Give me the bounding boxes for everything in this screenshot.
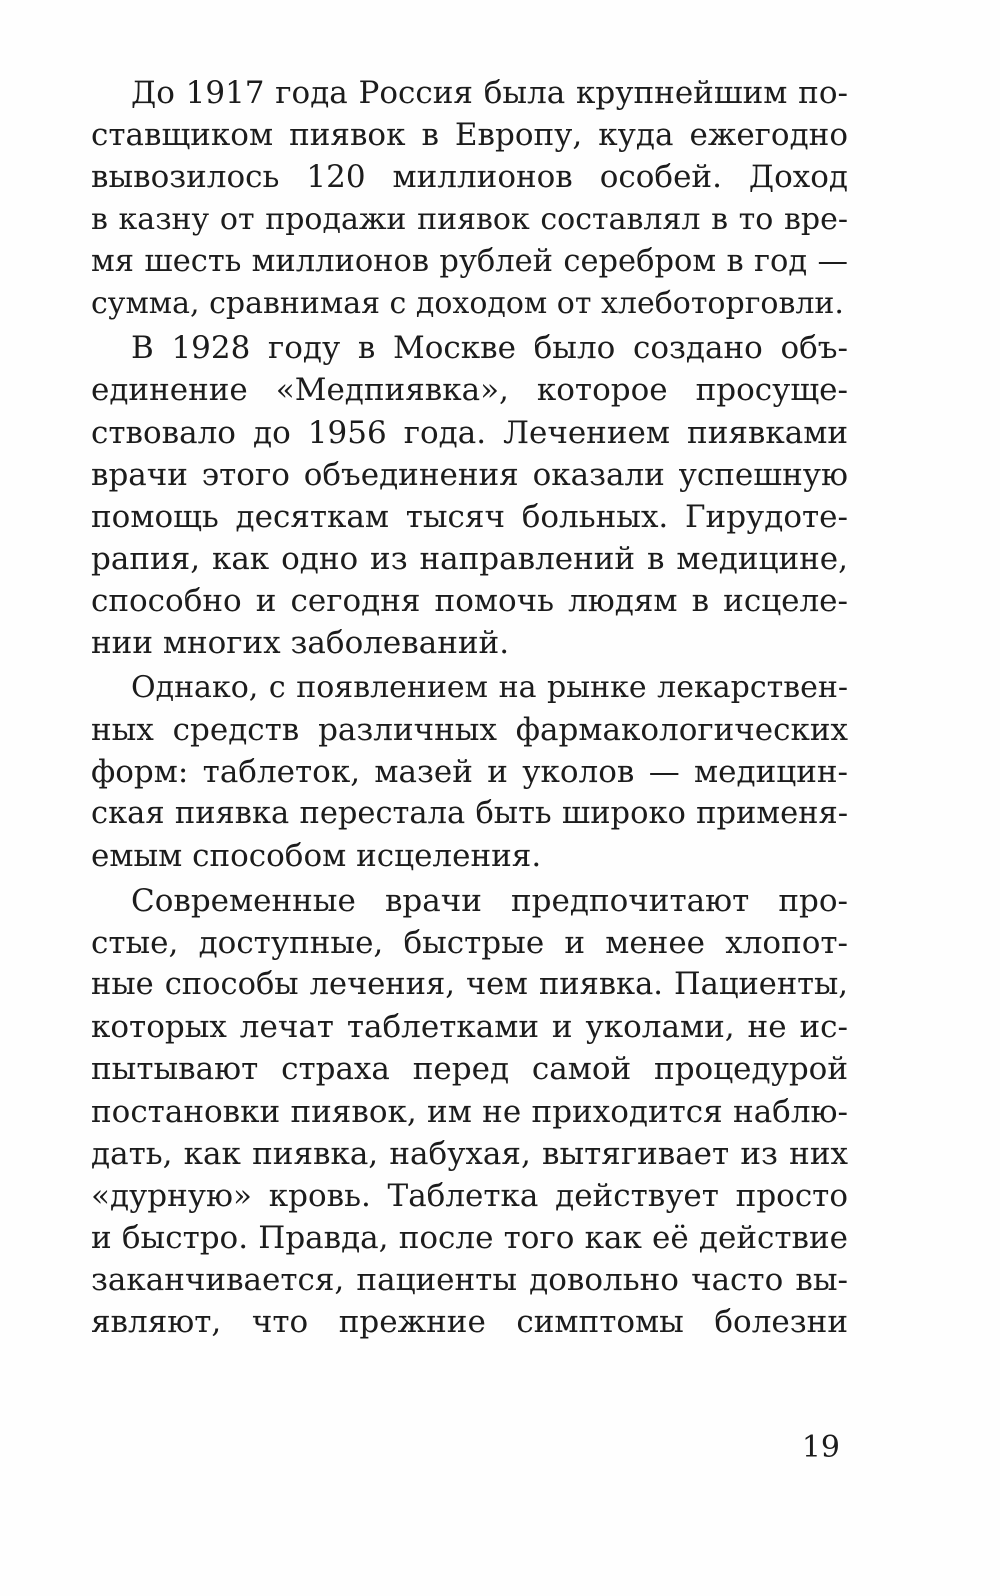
text-line: «дурную» кровь. Таблетка действует просто bbox=[91, 1177, 848, 1214]
text-line: Современные врачи предпочитают про- bbox=[131, 882, 848, 919]
page-number: 19 bbox=[801, 1430, 840, 1465]
text-line: В 1928 году в Москве было создано объ- bbox=[131, 330, 848, 367]
text-line: емым способом исцеления. bbox=[91, 838, 542, 875]
text-line: единение «Медпиявка», которое просуще- bbox=[91, 372, 848, 409]
text-line: нии многих заболеваний. bbox=[91, 625, 510, 662]
text-line: До 1917 года Россия была крупнейшим по- bbox=[131, 75, 848, 111]
text-line: и быстро. Правда, после того как её действие bbox=[91, 1220, 848, 1257]
text-line: ствовало до 1956 года. Лечением пиявками bbox=[91, 414, 848, 451]
text-line: ных средств различных фармакологических bbox=[91, 711, 848, 748]
text-line: способно и сегодня помочь людям в исцеле- bbox=[91, 583, 848, 620]
text-line: форм: таблеток, мазей и уколов — медицин- bbox=[91, 754, 848, 790]
text-line: Однако, с появлением на рынке лекарствен- bbox=[131, 669, 848, 705]
text-line: являют, что прежние симптомы болезни bbox=[91, 1304, 848, 1341]
text-line: дать, как пиявка, набухая, вытягивает из них bbox=[91, 1135, 848, 1172]
text-line: сумма, сравнимая с доходом от хлеботорговли. bbox=[91, 285, 844, 321]
text-line: помощь десяткам тысяч больных. Гирудоте- bbox=[91, 498, 848, 535]
text-line: в казну от продажи пиявок составлял в то вре- bbox=[91, 201, 848, 237]
body-text bbox=[91, 72, 848, 1344]
text-line: заканчивается, пациенты довольно часто вы- bbox=[91, 1262, 848, 1299]
text-line: ставщиком пиявок в Европу, куда ежегодно bbox=[91, 117, 848, 154]
text-line: мя шесть миллионов рублей серебром в год — bbox=[91, 243, 848, 279]
text-line: врачи этого объединения оказали успешную bbox=[91, 456, 848, 493]
text-line: ные способы лечения, чем пиявка. Пациенты, bbox=[91, 966, 848, 1002]
text-line: которых лечат таблетками и уколами, не ис- bbox=[91, 1009, 848, 1046]
text-line: ская пиявка перестала быть широко применя- bbox=[91, 796, 848, 832]
text-line: вывозилось 120 миллионов особей. Доход bbox=[91, 159, 848, 196]
text-line: рапия, как одно из направлений в медицине, bbox=[91, 541, 848, 578]
text-line: постановки пиявок, им не приходится наблю- bbox=[91, 1093, 848, 1130]
text-line: стые, доступные, быстрые и менее хлопот- bbox=[91, 924, 848, 961]
text-line: пытывают страха перед самой процедурой bbox=[91, 1051, 848, 1088]
